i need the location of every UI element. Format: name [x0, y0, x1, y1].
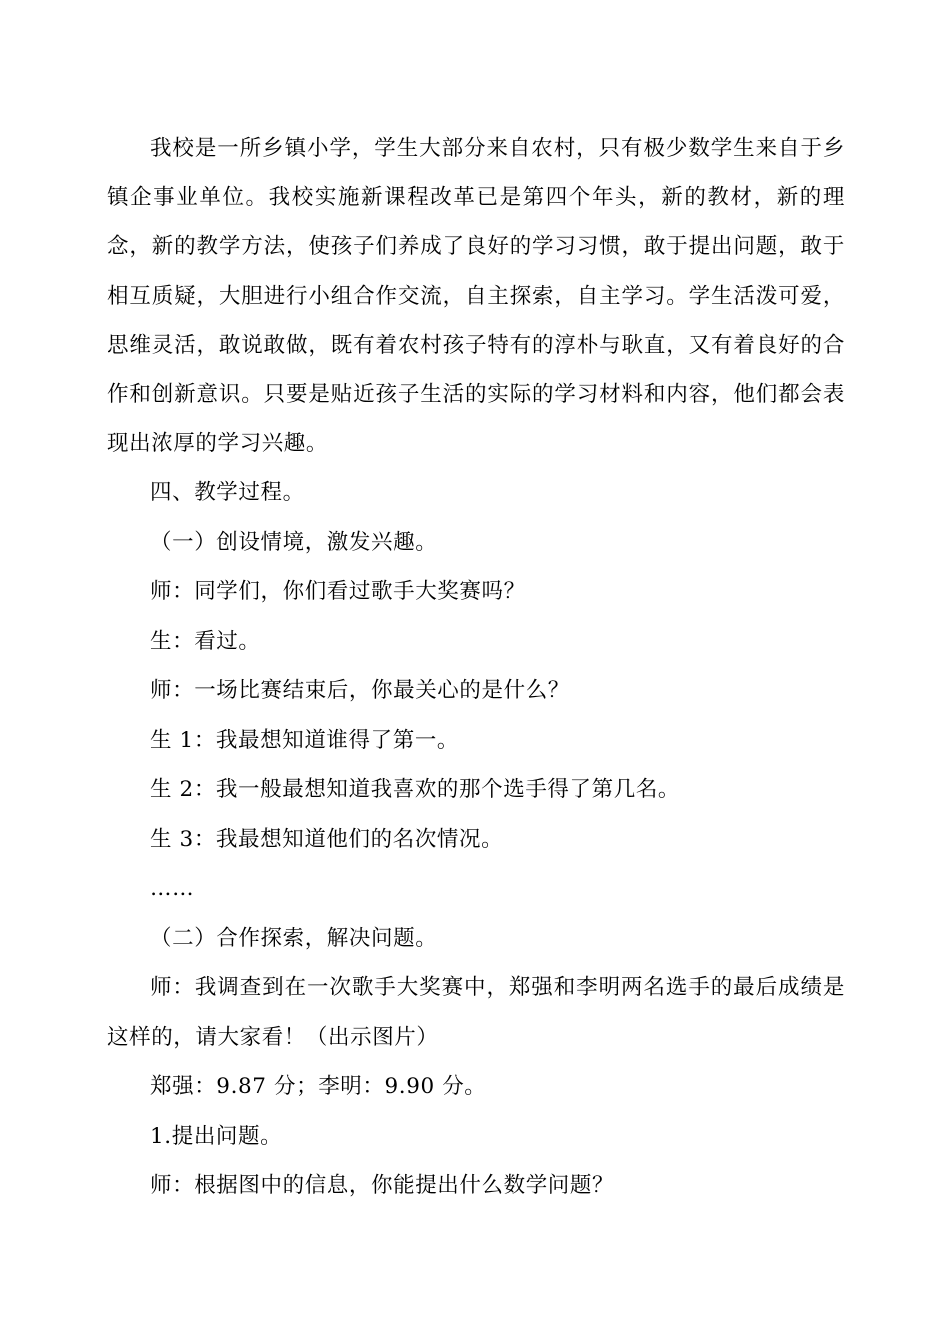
document-body: [107, 124, 845, 1211]
section-heading-teaching-process: 四、教学过程。: [150, 480, 305, 506]
dialogue-line: 师：我调查到在一次歌手大奖赛中，郑强和李明两名选手的最后成绩是这样的，请大家看！（出示图片）: [107, 975, 845, 1050]
dialogue-line: 生 2：我一般最想知道我喜欢的那个选手得了第几名。: [150, 777, 681, 803]
dialogue-line: 生 3：我最想知道他们的名次情况。: [150, 826, 504, 852]
ellipsis-line: ……: [150, 876, 195, 902]
subheading-create-situation: （一）创设情境，激发兴趣。: [150, 529, 438, 555]
dialogue-line: 师：一场比赛结束后，你最关心的是什么？: [150, 678, 570, 704]
dialogue-line: 生：看过。: [150, 628, 261, 654]
subheading-pose-question: 1.提出问题。: [150, 1123, 283, 1149]
dialogue-line: 师：根据图中的信息，你能提出什么数学问题？: [150, 1173, 615, 1199]
paragraph-school-background: 我校是一所乡镇小学，学生大部分来自农村，只有极少数学生来自于乡镇企事业单位。我校实施新课程改革已是第四个年头，新的教材，新的理念，新的教学方法，使孩子们养成了良好的学习习惯，敢于提出问题，敢于相互质疑，大胆进行小组合作交流，自主探索，自主学习。学生活泼可爱，思维灵活，敢说敢做，既有着农村孩子特有的淳朴与耿直，又有着良好的合作和创新意识。只要是贴近孩子生活的实际的学习材料和内容，他们都会表现出浓厚的学习兴趣。: [107, 136, 845, 457]
scores-line: 郑强：9.87 分；李明：9.90 分。: [150, 1074, 487, 1100]
dialogue-line: 生 1：我最想知道谁得了第一。: [150, 727, 460, 753]
dialogue-line: 师：同学们，你们看过歌手大奖赛吗？: [150, 579, 526, 605]
subheading-cooperative-exploration: （二）合作探索，解决问题。: [150, 925, 438, 951]
